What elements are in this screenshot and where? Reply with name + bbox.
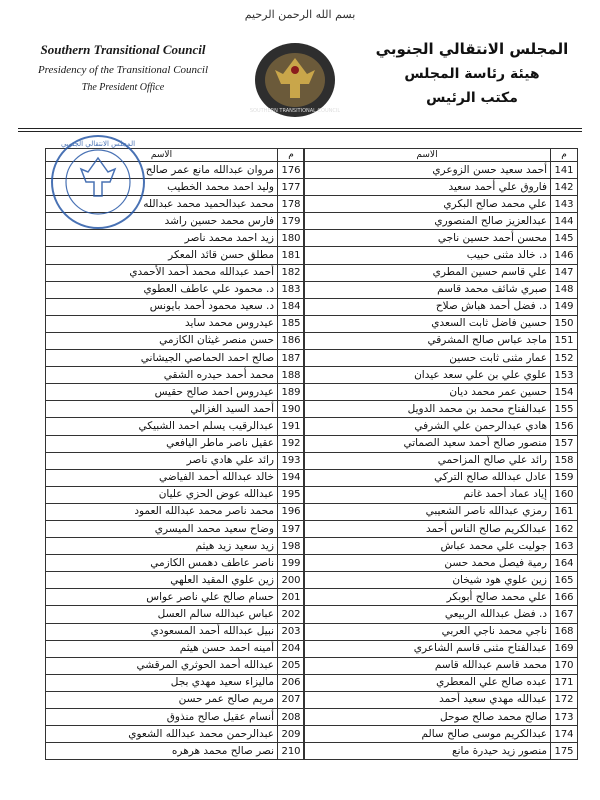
row-number: 168 (551, 623, 578, 640)
member-name: ناصر عاطف دهمس الكازمي (46, 555, 278, 572)
table-row (304, 298, 578, 315)
arabic-letterhead (362, 40, 582, 106)
row-number: 205 (278, 657, 305, 674)
member-name: فاروق علي أحمد سعيد (304, 179, 551, 196)
member-name: د. خالد مثنى حبيب (304, 247, 551, 264)
member-name: رمزي عبدالله ناصر الشعيبي (304, 503, 551, 520)
row-number: 179 (278, 213, 305, 230)
table-row (304, 230, 578, 247)
member-name: وليد احمد محمد الخطيب (46, 179, 278, 196)
member-name: زيد احمد محمد ناصر (46, 230, 278, 247)
table-row (46, 726, 305, 743)
member-name: زين علوي المقيد العلهي (46, 572, 278, 589)
table-row (304, 709, 578, 726)
table-row (46, 674, 305, 691)
arabic-org-name: المجلس الانتقالي الجنوبي (375, 40, 569, 58)
table-row (46, 555, 305, 572)
row-number: 184 (278, 298, 305, 315)
table-row (46, 691, 305, 708)
member-name: ماليزاء سعيد مهدي بجل (46, 674, 278, 691)
member-name: إياد عماد أحمد غانم (304, 486, 551, 503)
roster-table-right (303, 148, 578, 760)
member-name: ماجد عباس صالح المشرقي (304, 332, 551, 349)
table-row (46, 332, 305, 349)
row-number: 185 (278, 315, 305, 332)
row-number: 196 (278, 503, 305, 520)
table-row (304, 332, 578, 349)
table-header-row (304, 149, 578, 162)
member-name: عادل عبدالله صالح التركي (304, 469, 551, 486)
table-row (304, 520, 578, 537)
row-number: 159 (551, 469, 578, 486)
member-name: رمية فيصل محمد حسن (304, 555, 551, 572)
member-name: محسن أحمد حسين ناجي (304, 230, 551, 247)
table-row (304, 401, 578, 418)
bismillah-heading: بسم الله الرحمن الرحيم (244, 8, 356, 21)
table-row (46, 350, 305, 367)
member-name: عيدروس احمد صالح حقيس (46, 384, 278, 401)
row-number: 197 (278, 520, 305, 537)
row-number: 177 (278, 179, 305, 196)
table-row (46, 247, 305, 264)
member-name: منصور صالح أحمد سعيد الصماتي (304, 435, 551, 452)
row-number: 187 (278, 350, 305, 367)
row-number: 141 (551, 162, 578, 179)
member-name: عقيل ناصر ماطر اليافعي (46, 435, 278, 452)
row-number: 171 (551, 674, 578, 691)
row-number: 183 (278, 281, 305, 298)
table-row (46, 743, 305, 760)
row-number: 198 (278, 538, 305, 555)
row-number: 166 (551, 589, 578, 606)
table-row (46, 623, 305, 640)
member-name: عبده صالح علي المعطري (304, 674, 551, 691)
member-name: د. فضل عبدالله الربيعي (304, 606, 551, 623)
member-name: عبدالكريم موسى صالح سالم (304, 726, 551, 743)
table-row (304, 213, 578, 230)
row-number: 210 (278, 743, 305, 760)
table-row (304, 350, 578, 367)
table-row (46, 384, 305, 401)
member-name: خالد عبدالله أحمد الفياضي (46, 469, 278, 486)
row-number: 208 (278, 709, 305, 726)
row-number: 144 (551, 213, 578, 230)
table-row (46, 657, 305, 674)
table-row (304, 281, 578, 298)
member-name: محمد عبدالحميد محمد عبدالله (46, 196, 278, 213)
row-number: 152 (551, 350, 578, 367)
council-logo (250, 40, 340, 124)
row-number: 200 (278, 572, 305, 589)
table-row (304, 589, 578, 606)
table-row (46, 435, 305, 452)
member-name: عبدالله أحمد الحوثري المرقشي (46, 657, 278, 674)
row-number: 147 (551, 264, 578, 281)
row-number: 155 (551, 401, 578, 418)
row-number: 176 (278, 162, 305, 179)
member-name: صالح احمد الحماصي الجيشاني (46, 350, 278, 367)
member-name: رائد علي هادي ناصر (46, 452, 278, 469)
row-number: 199 (278, 555, 305, 572)
row-number: 173 (551, 709, 578, 726)
member-name: عبدالعزيز صالح المنصوري (304, 213, 551, 230)
member-name: زيد سعيد زيد هيثم (46, 538, 278, 555)
member-name: د. فضل أحمد هباش صلاح (304, 298, 551, 315)
member-name: رائد علي صالح المزاحمي (304, 452, 551, 469)
table-row (46, 589, 305, 606)
council-stamp (48, 132, 148, 236)
member-name: علي محمد صالح البكري (304, 196, 551, 213)
column-header-number: م (278, 149, 305, 162)
member-name: محمد قاسم عبدالله قاسم (304, 657, 551, 674)
header-divider (18, 128, 582, 129)
row-number: 204 (278, 640, 305, 657)
row-number: 157 (551, 435, 578, 452)
member-name: صالح محمد صالح صوحل (304, 709, 551, 726)
row-number: 163 (551, 538, 578, 555)
member-name: عبدالله عوض الحزي عليان (46, 486, 278, 503)
row-number: 167 (551, 606, 578, 623)
row-number: 194 (278, 469, 305, 486)
row-number: 189 (278, 384, 305, 401)
row-number: 156 (551, 418, 578, 435)
table-row (46, 606, 305, 623)
table-row (46, 709, 305, 726)
row-number: 209 (278, 726, 305, 743)
table-row (304, 384, 578, 401)
table-row (304, 435, 578, 452)
member-name: حسن منصر غيثان الكازمي (46, 332, 278, 349)
member-name: أحمد سعيد حسن الزوعري (304, 162, 551, 179)
member-name: محمد ناصر محمد عبدالله العمود (46, 503, 278, 520)
member-name: محمد أحمد حيدره الشقي (46, 367, 278, 384)
row-number: 154 (551, 384, 578, 401)
arabic-presidency: هيئة رئاسة المجلس (404, 66, 540, 82)
row-number: 202 (278, 606, 305, 623)
member-name: ناجي محمد ناجي العربي (304, 623, 551, 640)
member-name: منصور زيد حيدرة مانع (304, 743, 551, 760)
member-name: عبدالفتاح مثنى قاسم الشاعري (304, 640, 551, 657)
row-number: 181 (278, 247, 305, 264)
row-number: 142 (551, 179, 578, 196)
row-number: 178 (278, 196, 305, 213)
table-row (304, 418, 578, 435)
table-row (304, 162, 578, 179)
table-row (46, 401, 305, 418)
row-number: 192 (278, 435, 305, 452)
member-name: علي قاسم حسين المطري (304, 264, 551, 281)
table-row (304, 640, 578, 657)
member-name: عمار مثنى ثابت حسين (304, 350, 551, 367)
member-name: عبدالفتاح محمد بن محمد الدويل (304, 401, 551, 418)
row-number: 148 (551, 281, 578, 298)
row-number: 182 (278, 264, 305, 281)
member-name: د. سعيد محمود أحمد بايونس (46, 298, 278, 315)
table-row (304, 196, 578, 213)
member-name: أحمد عبدالله محمد أحمد الأحمدي (46, 264, 278, 281)
row-number: 149 (551, 298, 578, 315)
member-name: نصر صالح محمد هرهره (46, 743, 278, 760)
member-name: عيدروس محمد سايد (46, 315, 278, 332)
table-row (304, 726, 578, 743)
table-row (304, 538, 578, 555)
table-row (304, 486, 578, 503)
member-name: أنسام عقيل صالح منذوق (46, 709, 278, 726)
member-name: هادي عبدالرحمن علي الشرفي (304, 418, 551, 435)
table-row (304, 247, 578, 264)
member-name: حسام صالح علي ناصر عواس (46, 589, 278, 606)
member-name: عبدالرحمن محمد عبدالله الشعوي (46, 726, 278, 743)
row-number: 190 (278, 401, 305, 418)
table-row (304, 606, 578, 623)
table-row (304, 503, 578, 520)
member-name: مروان عبدالله مانع عمر صالح (46, 162, 278, 179)
member-name: علوي علي بن علي سعد عيدان (304, 367, 551, 384)
row-number: 150 (551, 315, 578, 332)
member-name: وضاح سعيد محمد الميسري (46, 520, 278, 537)
table-row (46, 520, 305, 537)
member-name: صبري شائف محمد قاسم (304, 281, 551, 298)
row-number: 180 (278, 230, 305, 247)
english-presidency: Presidency of the Transitional Council (37, 64, 209, 76)
table-row (304, 623, 578, 640)
row-number: 195 (278, 486, 305, 503)
table-row (46, 367, 305, 384)
member-name: فارس محمد حسين راشد (46, 213, 278, 230)
member-name: مريم صالح عمر حسن (46, 691, 278, 708)
row-number: 186 (278, 332, 305, 349)
member-name: مطلق حسن قائد المعكر (46, 247, 278, 264)
row-number: 175 (551, 743, 578, 760)
table-row (46, 264, 305, 281)
member-name: حسين عمر محمد ديان (304, 384, 551, 401)
member-name: عبدالكريم صالح الناس أحمد (304, 520, 551, 537)
table-row (304, 179, 578, 196)
row-number: 158 (551, 452, 578, 469)
row-number: 207 (278, 691, 305, 708)
row-number: 174 (551, 726, 578, 743)
table-row (46, 281, 305, 298)
table-row (46, 418, 305, 435)
table-row (304, 572, 578, 589)
row-number: 201 (278, 589, 305, 606)
member-name: أمينه احمد حسن هيثم (46, 640, 278, 657)
row-number: 164 (551, 555, 578, 572)
english-office: The President Office (81, 82, 165, 93)
table-row (304, 367, 578, 384)
table-row (46, 486, 305, 503)
column-header-name: الاسم (46, 149, 278, 162)
table-row (46, 469, 305, 486)
table-row (46, 503, 305, 520)
table-row (304, 315, 578, 332)
row-number: 169 (551, 640, 578, 657)
table-row (46, 640, 305, 657)
row-number: 193 (278, 452, 305, 469)
logo-text: SOUTHERN TRANSITIONAL COUNCIL (250, 108, 340, 114)
table-row (304, 691, 578, 708)
roster-table-left (45, 148, 305, 760)
row-number: 206 (278, 674, 305, 691)
english-letterhead (18, 42, 228, 93)
row-number: 153 (551, 367, 578, 384)
column-header-number: م (551, 149, 578, 162)
row-number: 165 (551, 572, 578, 589)
member-name: جوليت علي محمد عباش (304, 538, 551, 555)
row-number: 203 (278, 623, 305, 640)
member-name: زين علوي هود شيخان (304, 572, 551, 589)
row-number: 145 (551, 230, 578, 247)
english-org-name: Southern Transitional Council (40, 42, 206, 57)
table-row (46, 315, 305, 332)
table-row (304, 674, 578, 691)
table-row (304, 743, 578, 760)
table-row (46, 298, 305, 315)
table-row (304, 555, 578, 572)
member-name: أحمد السيد الغزالي (46, 401, 278, 418)
table-row (304, 657, 578, 674)
member-name: علي محمد صالح أبوبكر (304, 589, 551, 606)
column-header-name: الاسم (304, 149, 551, 162)
table-row (46, 538, 305, 555)
stamp-text: المجلس الانتقالي الجنوبي (60, 140, 136, 148)
member-name: عبدالرقيب يسلم احمد الشبيكي (46, 418, 278, 435)
member-name: نبيل عبدالله أحمد المسعودي (46, 623, 278, 640)
row-number: 151 (551, 332, 578, 349)
row-number: 146 (551, 247, 578, 264)
row-number: 170 (551, 657, 578, 674)
member-name: عباس عبدالله سالم العسل (46, 606, 278, 623)
row-number: 160 (551, 486, 578, 503)
table-row (304, 452, 578, 469)
table-row (46, 572, 305, 589)
row-number: 188 (278, 367, 305, 384)
row-number: 172 (551, 691, 578, 708)
member-name: عبدالله مهدي سعيد أحمد (304, 691, 551, 708)
row-number: 143 (551, 196, 578, 213)
table-row (304, 264, 578, 281)
member-name: د. محمود علي عاطف العطوي (46, 281, 278, 298)
table-row (304, 469, 578, 486)
member-name: حسين فاضل ثابت السعدي (304, 315, 551, 332)
row-number: 162 (551, 520, 578, 537)
row-number: 191 (278, 418, 305, 435)
arabic-office: مكتب الرئيس (426, 90, 518, 106)
row-number: 161 (551, 503, 578, 520)
table-row (46, 452, 305, 469)
